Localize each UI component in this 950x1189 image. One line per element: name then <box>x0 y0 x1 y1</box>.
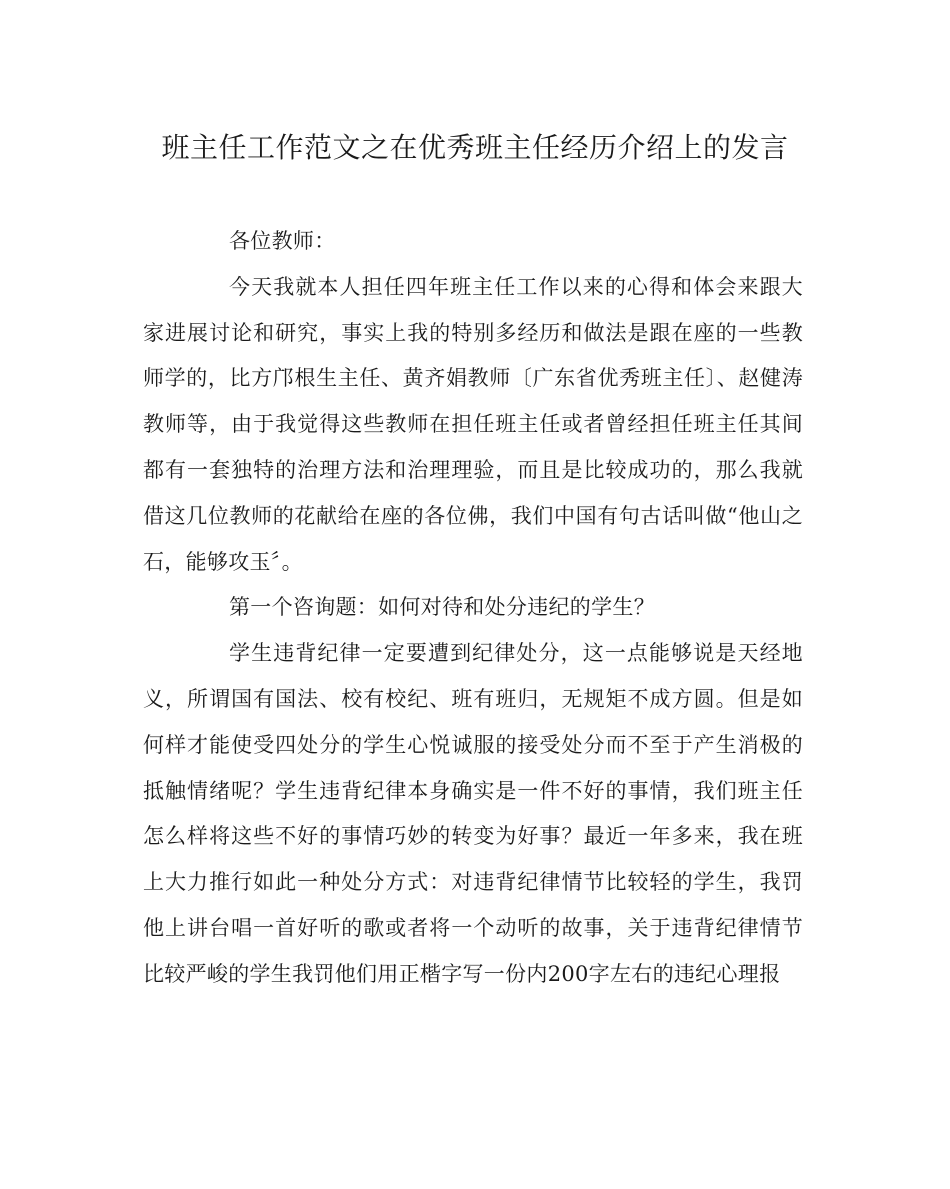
paragraph-question-heading: 第一个咨询题：如何对待和处分违纪的学生？ <box>229 595 655 620</box>
paragraph-discipline: 学生违背纪律一定要遭到纪律处分，这一点能够说是天经地义，所谓国有国法、校有校纪、班有班归，无规矩不成方圆。但是如何样才能使受四处分的学生心悦诚服的接受处分而不至于产生消极的抵触情绪呢？学生违背纪律本身确实是一件不好的事情，我们班主任怎么样将这些不好的事情巧妙的转变为好事？最近一年多来，我在班上大力推行如此一种处分方式：对违背纪律情节比较轻的学生，我罚他上讲台唱一首好听的歌或者将一个动听的故事，关于违背纪律情节比较严峻的学生我罚他们用正楷字写一份内200字左右的违纪心理报 <box>143 641 803 986</box>
paragraph-salutation: 各位教师： <box>229 229 336 253</box>
paragraph-intro: 今天我就本人担任四年班主任工作以来的心得和体会来跟大家进展讨论和研究，事实上我的特别多经历和做法是跟在座的一些教师学的，比方邝根生主任、黄齐娟教师〔广东省优秀班主任〕、赵健涛教师等，由于我觉得这些教师在担任班主任或者曾经担任班主任其间都有一套独特的治理方法和治理理验，而且是比较成功的，那么我就借这几位教师的花献给在座的各位佛，我们中国有句古话叫做“他山之石，能够攻玉〞。 <box>143 274 803 574</box>
document-body <box>143 219 803 998</box>
document-title: 班主任工作范文之在优秀班主任经历介绍上的发言 <box>161 131 789 164</box>
